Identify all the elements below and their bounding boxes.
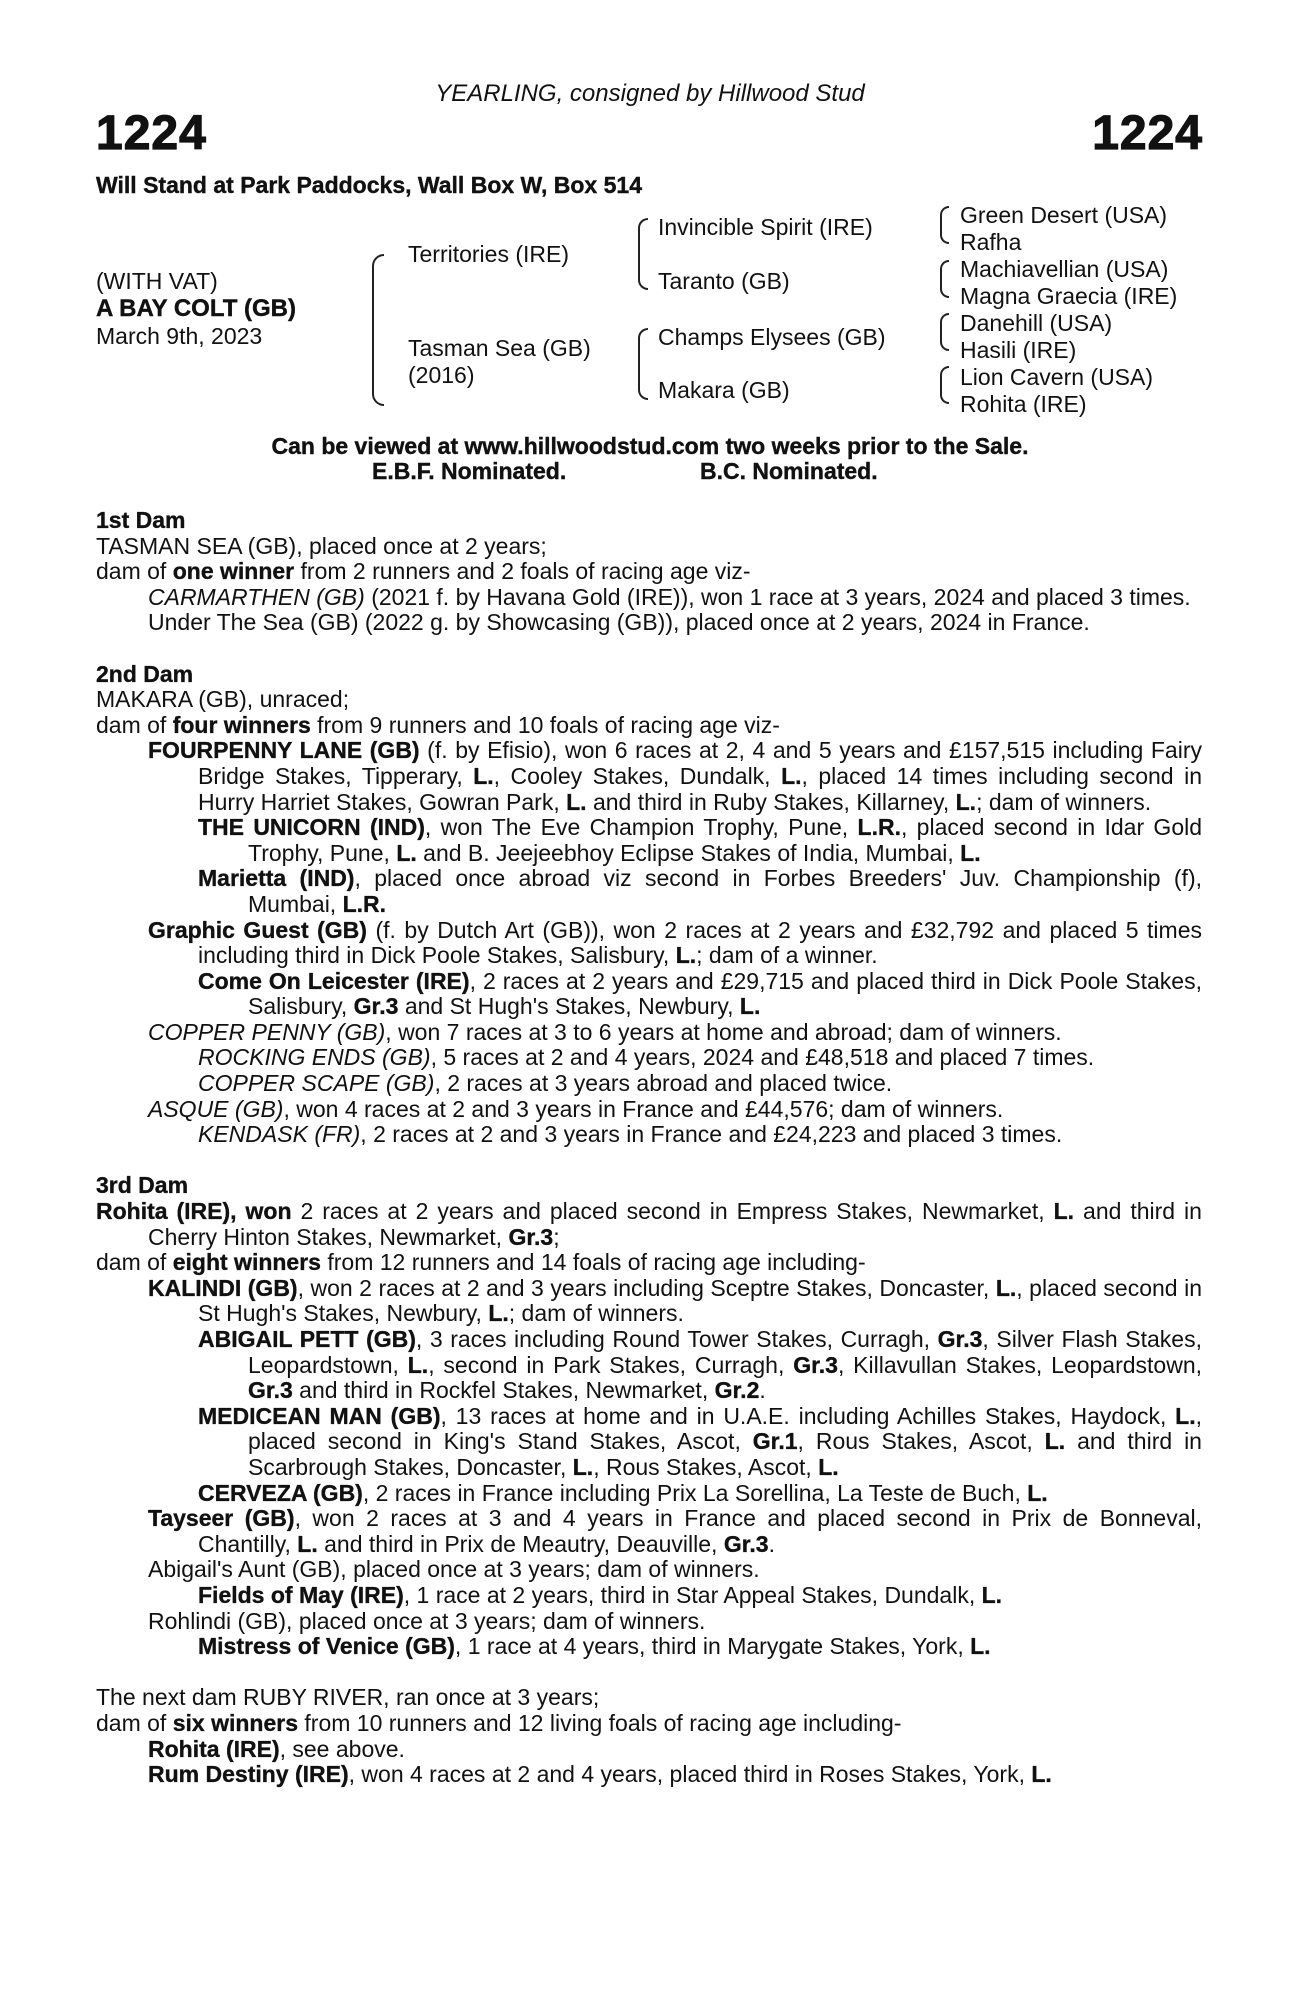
pedigree-brace-main-top <box>372 254 384 334</box>
pedigree-g8: Rohita (IRE) <box>960 391 1087 417</box>
produce-rohita: Rohita (IRE), see above. <box>148 1735 405 1762</box>
pedigree-dam-dam: Makara (GB) <box>658 377 790 403</box>
produce-fields-of-may: Fields of May (IRE), 1 race at 2 years, third in Star Appeal Stakes, Dundalk, L. <box>198 1581 1003 1608</box>
produce-fourpenny-lane: FOURPENNY LANE (GB) (f. by Efisio), won 6 races at 2, 4 and 5 years and £157,515 including Fairy Bridge Stakes, Tipperary, L., Cooley Stakes, Dundalk, L., placed 14 times including second in Hurry Harriet Stakes, Gowran Park, L. and third in Ruby Stakes, Killarney, L.; dam of winners. <box>148 737 1202 815</box>
pedigree-brace-sire-top <box>638 218 648 250</box>
produce-rohlindi: Rohlindi (GB), placed once at 3 years; dam of winners. <box>148 1607 706 1634</box>
pedigree-brace-g56-bottom <box>940 331 949 351</box>
first-dam-line: TASMAN SEA (GB), placed once at 2 years; <box>96 532 547 559</box>
pedigree-dam: Tasman Sea (GB) <box>408 335 591 361</box>
consignor-line: YEARLING, consigned by Hillwood Stud <box>435 80 865 107</box>
second-dam-summary: dam of four winners from 9 runners and 10 foals of racing age viz- <box>96 711 780 738</box>
produce-graphic-guest: Graphic Guest (GB) (f. by Dutch Art (GB)), won 2 races at 2 years and £32,792 and placed 5 times including third in Dick Poole Stakes, Salisbury, L.; dam of a winner. <box>148 916 1202 969</box>
produce-marietta: Marietta (IND), placed once abroad viz second in Forbes Breeders' Juv. Championship (f), Mumbai, L.R. <box>198 865 1202 917</box>
pedigree-g3: Machiavellian (USA) <box>960 256 1169 282</box>
third-dam-rohita: Rohita (IRE), won 2 races at 2 years and placed second in Empress Stakes, Newmarket, L. and third in Cherry Hinton Stakes, Newmarket, Gr.3; <box>96 1198 1202 1250</box>
pedigree-g7: Lion Cavern (USA) <box>960 364 1154 390</box>
horse-dob: March 9th, 2023 <box>96 323 263 349</box>
pedigree-g6: Hasili (IRE) <box>960 337 1077 363</box>
pedigree-brace-g34-top <box>940 260 949 280</box>
first-dam-summary: dam of one winner from 2 runners and 2 foals of racing age viz- <box>96 558 751 585</box>
pedigree-brace-dam-bottom <box>638 358 648 400</box>
produce-cerveza: CERVEZA (GB), 2 races in France including Prix La Sorellina, La Teste de Buch, L. <box>198 1479 1048 1506</box>
third-dam-heading: 3rd Dam <box>96 1172 189 1199</box>
produce-abigails-aunt: Abigail's Aunt (GB), placed once at 3 years; dam of winners. <box>148 1556 760 1583</box>
produce-kendask: KENDASK (FR), 2 races at 2 and 3 years in France and £24,223 and placed 3 times. <box>198 1121 1063 1148</box>
pedigree-g4: Magna Graecia (IRE) <box>960 283 1178 309</box>
bc-note: B.C. Nominated. <box>700 458 878 484</box>
ebf-note: E.B.F. Nominated. <box>372 458 567 484</box>
produce-carmarthen: CARMARTHEN (GB) (2021 f. by Havana Gold (IRE)), won 1 race at 3 years, 2024 and placed 3 times. <box>148 583 1191 610</box>
pedigree-brace-sire-bottom <box>638 248 648 290</box>
pedigree-g1: Green Desert (USA) <box>960 202 1168 228</box>
produce-copper-scape: COPPER SCAPE (GB), 2 races at 3 years abroad and placed twice. <box>198 1070 893 1097</box>
pedigree-brace-g34-bottom <box>940 278 949 298</box>
pedigree-dam-year: (2016) <box>408 362 475 388</box>
pedigree-brace-main-bottom <box>372 332 384 406</box>
pedigree-brace-g78-top <box>940 366 949 386</box>
pedigree-g2: Rafha <box>960 229 1022 255</box>
second-dam-line: MAKARA (GB), unraced; <box>96 686 350 713</box>
next-dam-line: The next dam RUBY RIVER, ran once at 3 years; <box>96 1684 600 1711</box>
pedigree-g5: Danehill (USA) <box>960 310 1113 336</box>
produce-medicean-man: MEDICEAN MAN (GB), 13 races at home and in U.A.E. including Achilles Stakes, Haydock, L., placed second in King's Stand Stakes, Ascot, Gr.1, Rous Stakes, Ascot, L. and third in Scarbrough Stakes, Doncaster, L., Rous Stakes, Ascot, L. <box>198 1402 1202 1480</box>
pedigree-brace-g78-bottom <box>940 384 949 404</box>
viewing-note: Can be viewed at www.hillwoodstud.com two weeks prior to the Sale. <box>271 433 1029 459</box>
produce-tayseer: Tayseer (GB), won 2 races at 3 and 4 years in France and placed second in Prix de Bonneval, Chantilly, L. and third in Prix de Meautry, Deauville, Gr.3. <box>148 1505 1202 1557</box>
horse-name: A BAY COLT (GB) <box>96 295 297 322</box>
produce-come-on-leicester: Come On Leicester (IRE), 2 races at 2 years and £29,715 and placed third in Dick Poole Stakes, Salisbury, Gr.3 and St Hugh's Stakes, Newbury, L. <box>198 967 1202 1020</box>
third-dam-summary: dam of eight winners from 12 runners and 14 foals of racing age including- <box>96 1249 866 1276</box>
pedigree-sire-dam: Taranto (GB) <box>658 268 790 294</box>
produce-rocking-ends: ROCKING ENDS (GB), 5 races at 2 and 4 years, 2024 and £48,518 and placed 7 times. <box>198 1044 1095 1071</box>
second-dam-heading: 2nd Dam <box>96 660 194 687</box>
produce-under-the-sea: Under The Sea (GB) (2022 g. by Showcasing (GB)), placed once at 2 years, 2024 in France. <box>148 609 1090 636</box>
pedigree-sire-sire: Invincible Spirit (IRE) <box>658 214 873 240</box>
produce-kalindi: KALINDI (GB), won 2 races at 2 and 3 years including Sceptre Stakes, Doncaster, L., placed second in St Hugh's Stakes, Newbury, L.; dam of winners. <box>148 1274 1203 1327</box>
pedigree-brace-dam-top <box>638 328 648 360</box>
produce-the-unicorn: THE UNICORN (IND), won The Eve Champion Trophy, Pune, L.R., placed second in Idar Gold Trophy, Pune, L. and B. Jeejeebhoy Eclipse Stakes of India, Mumbai, L. <box>198 814 1203 866</box>
pedigree-dam-sire: Champs Elysees (GB) <box>658 324 886 350</box>
produce-copper-penny: COPPER PENNY (GB), won 7 races at 3 to 6 years at home and abroad; dam of winners. <box>148 1018 1062 1045</box>
pedigree-brace-g12-top <box>940 206 949 226</box>
pedigree-body <box>96 508 1202 1788</box>
pedigree-sire: Territories (IRE) <box>408 241 570 267</box>
produce-asque: ASQUE (GB), won 4 races at 2 and 3 years in France and £44,576; dam of winners. <box>148 1095 1004 1122</box>
first-dam-heading: 1st Dam <box>96 507 186 533</box>
stand-line: Will Stand at Park Paddocks, Wall Box W, Box 514 <box>96 172 642 198</box>
lot-number-left: 1224 <box>96 107 207 160</box>
next-dam-summary: dam of six winners from 10 runners and 12 living foals of racing age including- <box>96 1709 902 1736</box>
pedigree-brace-g12-bottom <box>940 224 949 244</box>
produce-rum-destiny: Rum Destiny (IRE), won 4 races at 2 and 4 years, placed third in Roses Stakes, York, L. <box>148 1761 1052 1788</box>
vat-note: (WITH VAT) <box>96 268 218 294</box>
lot-number-right: 1224 <box>1092 107 1203 160</box>
produce-abigail-pett: ABIGAIL PETT (GB), 3 races including Round Tower Stakes, Curragh, Gr.3, Silver Flash Stakes, Leopardstown, L., second in Park Stakes, Curragh, Gr.3, Killavullan Stakes, Leopardstown, Gr.3 and third in Rockfel Stakes, Newmarket, Gr.2. <box>198 1326 1203 1404</box>
produce-mistress-of-venice: Mistress of Venice (GB), 1 race at 4 years, third in Marygate Stakes, York, L. <box>198 1633 991 1660</box>
pedigree-brace-g56-top <box>940 313 949 333</box>
